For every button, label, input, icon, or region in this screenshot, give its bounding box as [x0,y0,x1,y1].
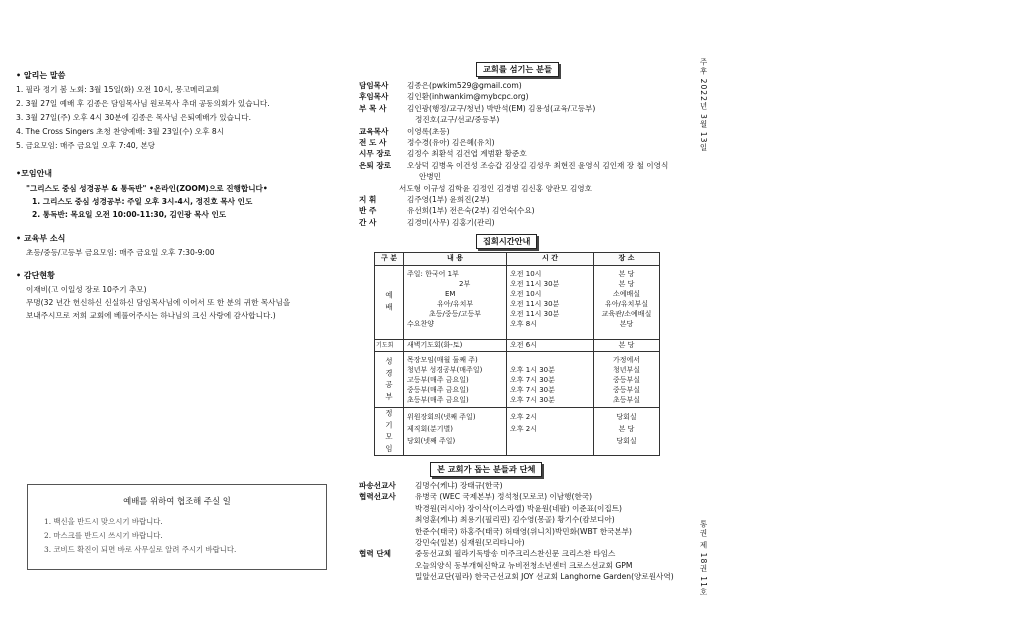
notice-item: 2. 마스크를 반드시 쓰시기 바랍니다. [44,531,163,540]
row-label: 시무 장로 [359,149,391,159]
row-value: 김종은(pwkim529@gmail.com) [407,81,522,90]
time-item: 오후 8시 [510,320,537,328]
partners-title: 본 교회가 돕는 분들과 단체 [430,462,542,477]
thanks-line: 이재비(고 이일성 장로 10주기 추모) [26,285,147,294]
time-item: 오후 2시 [510,425,537,433]
thanks-section [16,270,290,322]
servers-row [359,171,668,182]
notice-item: 3. 코비드 확진이 되면 바로 사무실로 알려 주시기 바랍니다. [44,545,237,554]
servers-row [359,205,668,216]
partners-row [359,526,674,537]
time-item: 오후 2시 [510,413,537,421]
content-item: 청년부 성경공부(매주일) [407,366,483,374]
group-name-cell [375,408,404,456]
row-label [359,537,415,548]
group-name: 기도회 [376,342,394,349]
place-item: 청년부실 [612,366,641,374]
row-label: 후임목사 [359,92,389,102]
content-item: 고등부(매주 금요일) [407,376,469,384]
content-item: 초등/중등/고등부 [429,310,482,318]
place-item: 교육관/소예배실 [601,310,652,318]
servers-row [359,114,668,125]
time-item: 오전 6시 [510,341,537,349]
row-label: 협력선교사 [359,492,396,502]
header-cell: 구 분 [375,253,404,266]
row-label: 부 목 사 [359,103,387,113]
content-item: 수요찬양 [407,320,435,328]
thanks-title: • 감단현황 [16,271,55,280]
announcements-title: • 알리는 말씀 [16,71,66,80]
row-value: 안병민 [419,172,442,182]
row-label [359,571,415,582]
content-item: EM [445,290,456,298]
place-item: 당회실 [616,413,637,421]
notice-title: 예배를 위하여 협조해 주실 일 [123,496,231,506]
place-item: 본 당 [618,270,635,278]
table-row [375,340,660,352]
announcement-item: 1. 필라 정기 봄 노회: 3월 15일(화) 오전 10시, 몽고메리교회 [16,85,220,94]
time-item [510,434,590,436]
time-item: 오후 7시 30분 [510,396,555,404]
time-item: 오후 7시 30분 [510,386,555,394]
table-header-row [375,253,660,266]
row-label [359,183,399,194]
header-cell: 내 용 [404,253,507,266]
servers-row [359,183,668,194]
row-label [359,514,415,525]
place-item: 중등부실 [612,386,641,394]
row-value: 유병국 (WEC 국제본부) 정석청(모로코) 이남행(한국) [415,492,593,502]
row-label: 파송선교사 [359,481,396,490]
time-cell [507,408,594,456]
content-item: 목장모임(매월 둘째 주) [407,356,478,364]
group-name: 정 기 모 임 [384,408,394,453]
education-line: 초등/중등/고등부 금요모임: 매주 금요일 오후 7:30-9:00 [26,248,215,257]
content-item: 주일: 한국어 1부 [407,270,459,278]
content-cell [404,340,507,352]
time-item: 오후 1시 30분 [510,366,555,374]
place-cell [594,266,660,340]
row-value: 김정수 최환석 김건엽 계범환 황준호 [407,149,527,159]
announcement-item: 5. 금요모임: 매주 금요일 오후 7:40, 본당 [16,141,156,150]
place-item: 가정에서 [612,356,641,364]
row-label: 간 사 [359,217,377,227]
group-name-cell [375,352,404,408]
issue-volume: 통권 제 18권 11호 [699,520,708,597]
servers-row [359,194,668,205]
partners-row [359,537,674,548]
thanks-line: 무명(32 년간 헌신하신 신실하신 담임목사님에 이어서 또 한 분의 귀한 목사님을 [26,298,291,307]
group-name-cell [375,340,404,352]
announcements-section [16,70,270,153]
content-item: 중등부(매주 금요일) [407,386,469,394]
place-item: 본 당 [618,341,635,349]
schedule-title: 집회시간안내 [476,234,537,249]
partners-row [359,548,674,559]
place-item: 본 당 [618,425,635,433]
row-label [359,526,415,537]
content-item: 새벽기도회(화-토) [407,341,463,349]
group-name-cell [375,266,404,340]
partners-row [359,571,674,582]
gatherings-intro: "그리스도 중심 성경공부 & 통독반" •온라인(ZOOM)으로 진행합니다• [26,184,268,193]
row-label [359,560,415,571]
row-label: 반 주 [359,206,377,216]
content-item: 유아/유치부 [437,300,474,308]
time-cell [507,266,594,340]
time-item: 오전 10시 [510,270,542,278]
partners-row [359,503,674,514]
table-row [375,352,660,408]
gathering-item: 2. 통독반: 목요일 오전 10:00-11:30, 김인광 목사 인도 [32,210,227,219]
partners-list [359,480,674,583]
row-value: 김주영(1부) 윤희진(2부) [407,195,490,205]
place-item: 본당 [619,320,634,328]
table-row [375,266,660,340]
row-value: 정수경(유아) 김은혜(유치) [407,138,495,148]
partners-row [359,514,674,525]
issue-date: 주후 2022년 3월 13일 [699,58,708,153]
time-cell [507,340,594,352]
place-cell [594,340,660,352]
education-section [16,233,215,259]
table-row [375,408,660,456]
announcement-item: 3. 3월 27일(주) 오후 4시 30분에 김종은 목사님 은퇴예배가 있습니다. [16,113,252,122]
row-label [359,171,419,182]
partners-row [359,560,674,571]
row-label [359,114,415,125]
place-item: 당회실 [616,437,637,445]
row-value: 김인환(inhwankim@mybcpc.org) [407,92,529,102]
place-item: 소예배실 [612,290,641,298]
content-item: 제직회(분기별) [407,425,454,433]
place-cell [594,352,660,408]
servers-row [359,103,668,114]
content-cell [404,266,507,340]
header-cell: 장 소 [594,253,660,266]
time-item: 오전 11시 30분 [510,280,560,288]
row-value: 정진호(교구/선교/중등부) [415,115,500,125]
row-label: 교육목사 [359,126,389,136]
education-title: • 교육부 소식 [16,234,66,243]
partners-row [359,480,674,491]
row-value: 오상덕 김병옥 이건성 조승갑 김상길 김성우 최현진 윤영식 김인재 장 철 이영식 [407,160,669,170]
schedule-table [374,252,660,456]
row-value: 김명수(케냐) 장태규(한국) [415,481,503,490]
row-value: 박경원(러시아) 장이삭(이스라엘) 박윤원(네팔) 이준표(이집트) [415,503,622,513]
servers-row [359,148,668,159]
announcement-item: 4. The Cross Singers 초청 찬양예배: 3월 23일(수) 오후 8시 [16,127,225,136]
servers-title: 교회를 섬기는 분들 [476,62,559,77]
place-item: 본 당 [618,280,635,288]
content-cell [404,352,507,408]
servers-row [359,91,668,102]
header-cell: 시 간 [507,253,594,266]
place-cell [594,408,660,456]
place-item: 초등부실 [612,396,641,404]
content-item: 2부 [459,280,471,288]
row-label: 담임목사 [359,81,389,90]
content-item: 위원장회의(넷째 주일) [407,413,476,421]
notice-item: 1. 백신을 반드시 맞으시기 바랍니다. [44,517,163,526]
gatherings-title: •모임안내 [16,169,53,178]
time-item: 오전 11시 30분 [510,310,560,318]
time-item: 오후 7시 30분 [510,376,555,384]
row-label [359,503,415,514]
row-label: 은퇴 장로 [359,160,391,170]
time-item [510,352,590,365]
servers-row [359,217,668,228]
row-value: 이영록(초등) [407,126,450,136]
row-label: 협력 단체 [359,549,391,559]
servers-list [359,80,668,228]
row-value: 한준수(태국) 하홍주(태국) 허태영(위니치)박민화(WBT 한국본부) [415,526,633,536]
servers-row [359,137,668,148]
row-label: 지 휘 [359,195,377,205]
servers-row [359,126,668,137]
worship-notice-box [27,484,327,570]
servers-row [359,80,668,91]
content-item: 초등부(매주 금요일) [407,396,469,404]
row-value: 밀알선교단(필라) 한국근선교회 JOY 선교회 Langhorne Garden(양로원사역) [415,572,674,582]
content-cell [404,408,507,456]
row-value: 김경미(사무) 김홍기(관리) [407,217,495,227]
gathering-item: 1. 그리스도 중심 성경공부: 주일 오후 3시-4시, 정진호 목사 인도 [32,197,253,206]
content-item: 당회(넷째 주일) [407,437,456,445]
group-name: 성 경 공 부 [384,356,394,401]
gatherings-section [16,168,268,221]
group-name: 예 배 [384,291,394,312]
thanks-line: 보내주시므로 저희 교회에 베풀어주시는 하나님의 크신 사랑에 감사합니다.) [26,311,276,320]
row-value: 강민숙(일본) 심재원(모리타니아) [415,538,525,548]
row-value: 중동선교회 필라기독방송 미주크리스찬신문 크리스찬 타임스 [415,549,616,559]
row-value: 서도형 이규성 김학윤 김정인 김경범 김신홍 양관모 김영호 [399,183,592,193]
time-item: 오전 11시 30분 [510,300,560,308]
place-item: 중등부실 [612,376,641,384]
time-item: 오전 10시 [510,290,542,298]
row-value: 김인광(행정/교구/청년) 박반석(EM) 김용성(교육/고등부) [407,103,596,113]
row-label: 전 도 사 [359,138,387,148]
place-item: 유아/유치부실 [605,300,648,308]
row-value: 유선희(1부) 전은숙(2부) 김연숙(수요) [407,206,535,216]
servers-row [359,160,668,171]
partners-row [359,491,674,502]
time-cell [507,352,594,408]
row-value: 최영훈(케냐) 최용기(필리핀) 김수영(몽골) 황기수(캄보디아) [415,515,615,525]
row-value: 오늘의양식 동부개혁신학교 뉴비전청소년센터 크로스선교회 GPM [415,560,633,570]
announcement-item: 2. 3월 27일 예배 후 김종은 담임목사님 원로목사 추대 공동의회가 있습니다. [16,99,270,108]
